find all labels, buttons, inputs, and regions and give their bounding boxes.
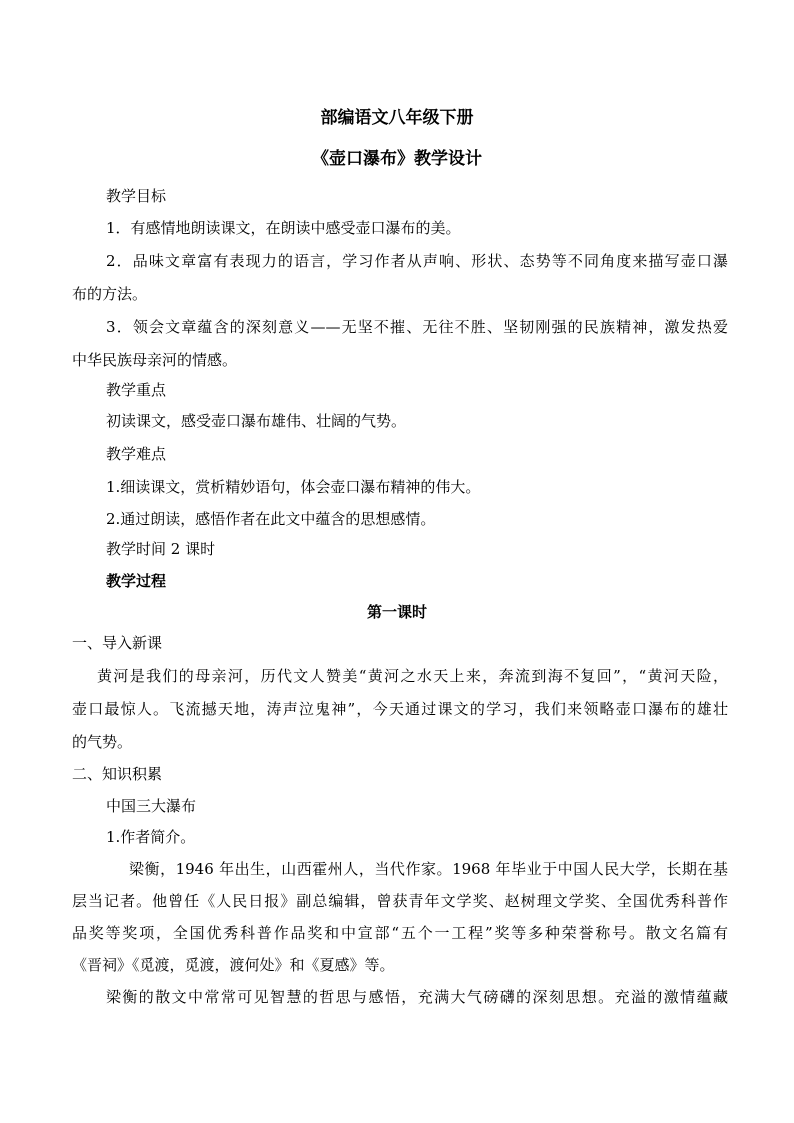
- author-line-4: 《晋祠》《觅渡，觅渡，渡何处》和《夏感》等。: [72, 956, 395, 974]
- difficulty-item-1: 1.细读课文，赏析精妙语句，体会壶口瀑布精神的伟大。: [106, 478, 481, 496]
- focus-text: 初读课文，感受壶口瀑布雄伟、壮阔的气势。: [106, 412, 407, 430]
- section-1-line-2: 壶口最惊人。飞流撼天地，涛声泣鬼神”，今天通过课文的学习，我们来领略壶口瀑布的雄壮: [72, 700, 728, 718]
- goal-item-2-line-2: 布的方法。: [72, 285, 148, 303]
- section-1-line-3: 的气势。: [72, 733, 133, 751]
- process-heading: 教学过程: [106, 572, 167, 590]
- teaching-time: 教学时间 2 课时: [106, 540, 216, 558]
- difficulty-heading: 教学难点: [106, 445, 167, 463]
- goal-item-2-line-1: 2．品味文章富有表现力的语言，学习作者从声响、形状、态势等不同角度来描写壶口瀑: [106, 252, 728, 270]
- goal-item-3-line-2: 中华民族母亲河的情感。: [72, 351, 238, 369]
- goal-item-1: 1．有感情地朗读课文，在朗读中感受壶口瀑布的美。: [106, 219, 461, 237]
- section-2-heading: 二、知识积累: [72, 765, 163, 783]
- essay-line-1: 梁衡的散文中常常可见智慧的哲思与感悟，充满大气磅礴的深刻思想。充溢的激情蕴藏: [106, 988, 728, 1006]
- lesson-1-heading: 第一课时: [366, 603, 427, 621]
- document-title-lesson: 《壶口瀑布》教学设计: [312, 149, 482, 169]
- three-falls-label: 中国三大瀑布: [106, 797, 197, 815]
- author-line-2: 层当记者。他曾任《人民日报》副总编辑，曾获青年文学奖、赵树理文学奖、全国优秀科普作: [72, 892, 728, 910]
- goal-item-3-line-1: 3．领会文章蕴含的深刻意义——无坚不摧、无往不胜、坚韧刚强的民族精神，激发热爱: [106, 318, 728, 336]
- section-1-line-1: 黄河是我们的母亲河，历代文人赞美“黄河之水天上来，奔流到海不复回”，“黄河天险，: [97, 667, 728, 685]
- goals-heading: 教学目标: [106, 187, 167, 205]
- author-line-1: 梁衡，1946 年出生，山西霍州人，当代作家。1968 年毕业于中国人民大学，长期在基: [129, 860, 728, 878]
- difficulty-item-2: 2.通过朗读，感悟作者在此文中蕴含的思想感情。: [106, 510, 436, 528]
- author-heading: 1.作者简介。: [106, 828, 196, 846]
- document-title-grade: 部编语文八年级下册: [320, 108, 474, 128]
- section-1-heading: 一、导入新课: [72, 634, 163, 652]
- author-line-3: 品奖等奖项，全国优秀科普作品奖和中宣部“五个一工程”奖等多种荣誉称号。散文名篇有: [72, 924, 728, 942]
- focus-heading: 教学重点: [106, 381, 167, 399]
